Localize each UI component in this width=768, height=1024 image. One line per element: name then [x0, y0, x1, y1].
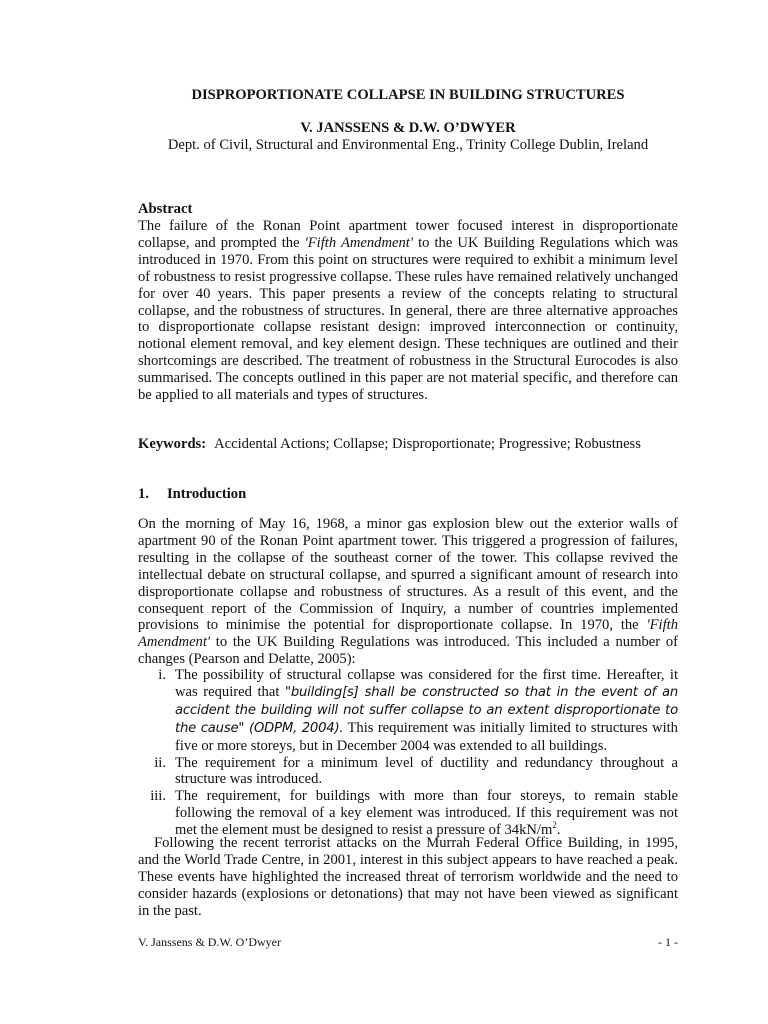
section-title: Introduction	[167, 486, 247, 502]
intro-text-part2: to the UK Building Regulations was introduced. This included a number of changes (Pearson and Delatte, 2005):	[138, 634, 678, 668]
list-item-text-part1: The possibility of structural collapse was considered for the first time. Hereafter, it was required that	[175, 667, 678, 700]
abstract-text-part2: to the UK Building Regulations which was introduced in 1970. From this point on structures were required to exhibit a minimum level of robustness to resist progressive collapse. These rules have remained relatively unchanged for over 40 years. This paper presents a review of the concepts relating to structural collapse, and the robustness of structures. In general, there are three alternative approaches to disproportionate collapse resistant design: improved interconnection or continuity, notional element removal, and key element design. These techniques are outlined and their shortcomings are described. The treatment of robustness in the Structural Eurocodes is also summarised. The concepts outlined in this paper are not material specific, and therefore can be applied to all materials and types of structures.	[138, 234, 679, 404]
intro-italic-term: 'Fifth Amendment'	[138, 617, 678, 651]
list-marker: ii.	[154, 754, 166, 771]
list-marker: i.	[158, 667, 166, 683]
keywords-label: Keywords:	[138, 436, 207, 452]
list-item-text-part1: The requirement, for buildings with more than four storeys, to remain stable following the removal of a key element was introduced. If this requirement was not met the element must be designed to resist a pressure of 34kN/m	[175, 788, 678, 839]
section-number: 1.	[138, 486, 149, 502]
list-item-text: The requirement for a minimum level of ductility and redundancy throughout a structure was introduced.	[175, 754, 678, 788]
list-item	[138, 755, 678, 789]
list-marker: iii.	[150, 788, 166, 805]
intro-paragraph-2: Following the recent terrorist attacks on the Murrah Federal Office Building, in 1995, and the World Trade Centre, in 2001, interest in this subject appears to have reached a peak. These events have highlighted the increased threat of terrorism worldwide and the need to consider hazards (explosions or detonations) that may not have been viewed as significant in the past.	[138, 835, 678, 919]
list-item	[138, 788, 678, 839]
paper-title: DISPROPORTIONATE COLLAPSE IN BUILDING STRUCTURES	[191, 87, 625, 103]
paper-authors: V. JANSSENS & D.W. O’DWYER	[300, 120, 516, 136]
section-heading	[138, 486, 246, 503]
abstract-italic-term: 'Fifth Amendment'	[304, 234, 413, 251]
abstract-text	[138, 218, 678, 404]
keywords-line	[138, 436, 678, 453]
abstract-heading: Abstract	[138, 201, 193, 217]
keywords-text: Accidental Actions; Collapse; Disproportionate; Progressive; Robustness	[214, 436, 641, 452]
list-item-quote: "building[s] shall be constructed so that in the event of an accident the building will not suffer collapse to an extent disproportionate to the cause" (ODPM, 2004).	[175, 684, 678, 736]
list-item-text-part2: This requirement was initially limited to structures with five or more storeys, but in December 2004 was extended to all buildings.	[175, 719, 678, 754]
abstract-text-part1: The failure of the Ronan Point apartment tower focused interest in disproportionate collapse, and prompted the	[138, 218, 678, 251]
page-footer	[138, 934, 678, 951]
list-item-text-part2: .	[556, 822, 561, 839]
intro-paragraph	[138, 516, 678, 668]
list-item	[138, 667, 678, 755]
superscript: 2	[552, 820, 557, 831]
changes-list	[138, 667, 678, 839]
author-affiliation: Dept. of Civil, Structural and Environmental Eng., Trinity College Dublin, Ireland	[167, 137, 649, 153]
intro-text-part1: On the morning of May 16, 1968, a minor gas explosion blew out the exterior walls of apartment 90 of the Ronan Point apartment tower. This triggered a progression of failures, resulting in the collapse of the southeast corner of the tower. This collapse revived the intellectual debate on structural collapse, and spurred a significant amount of research into disproportionate collapse and robustness of structures. As a result of this event, and the consequent report of the Commission of Inquiry, a number of countries implemented provisions to minimise the potential for disproportionate collapse. In 1970, the	[138, 516, 678, 634]
page-number: - 1 -	[658, 935, 678, 949]
footer-authors: V. Janssens & D.W. O’Dwyer	[138, 935, 281, 949]
